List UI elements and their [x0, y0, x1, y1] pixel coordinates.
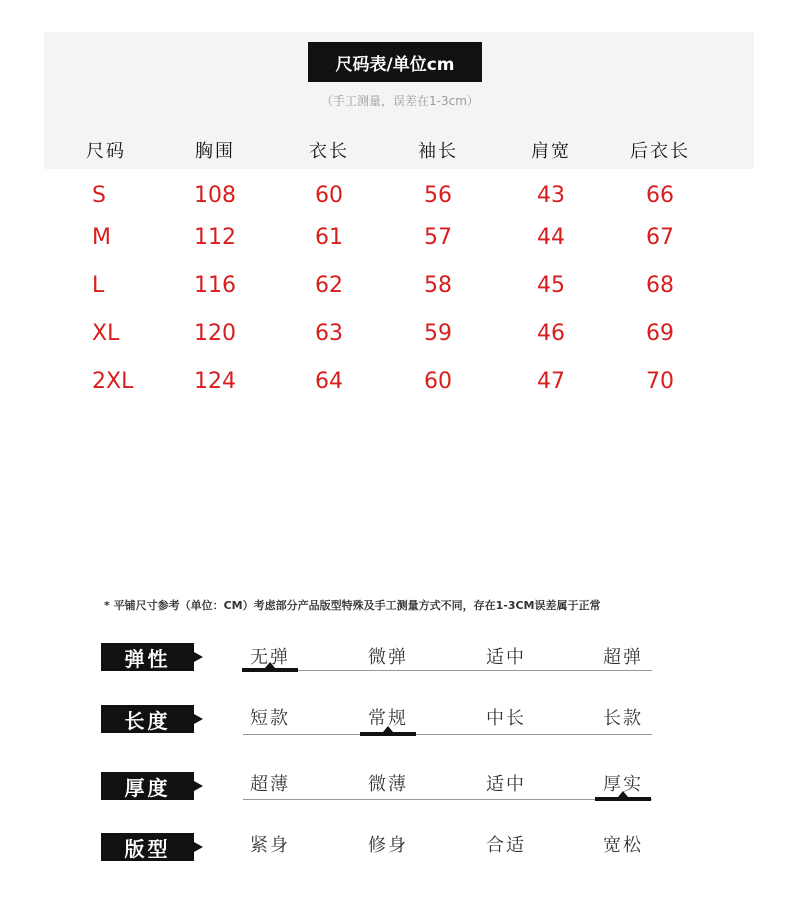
attribute-option: 紧身 [250, 835, 290, 856]
attribute-option: 微薄 [368, 774, 408, 795]
column-header: 胸围 [195, 141, 235, 162]
measurement-cell: 46 [537, 321, 565, 346]
measurement-cell: 70 [646, 369, 674, 394]
size-label-cell: L [92, 273, 105, 298]
attribute-option: 超弹 [603, 647, 643, 668]
measurement-cell: 116 [194, 273, 236, 298]
attribute-selected-marker [360, 732, 416, 736]
measurement-cell: 108 [194, 183, 236, 208]
attribute-option: 宽松 [603, 835, 643, 856]
attribute-scale-line [243, 734, 652, 735]
attribute-option: 短款 [250, 708, 290, 729]
attribute-selected-marker [595, 797, 651, 801]
measurement-cell: 58 [424, 273, 452, 298]
size-label-cell: M [92, 225, 111, 250]
attribute-label: 长度 [101, 705, 194, 733]
measurement-cell: 68 [646, 273, 674, 298]
measurement-cell: 61 [315, 225, 343, 250]
attribute-option: 超薄 [250, 774, 290, 795]
attribute-option: 微弹 [368, 647, 408, 668]
attribute-option: 适中 [486, 774, 526, 795]
measurement-cell: 45 [537, 273, 565, 298]
attribute-option: 厚实 [603, 774, 643, 795]
size-chart-subtitle: （手工测量，误差在1-3cm） [321, 94, 479, 108]
measurement-note: * 平铺尺寸参考（单位：CM）考虑部分产品版型特殊及手工测量方式不同，存在1-3CM误差属于正常 [104, 599, 601, 612]
attribute-option: 长款 [603, 708, 643, 729]
measurement-cell: 64 [315, 369, 343, 394]
column-header: 衣长 [309, 141, 349, 162]
attribute-label: 版型 [101, 833, 194, 861]
column-header: 尺码 [86, 141, 126, 162]
attribute-label: 弹性 [101, 643, 194, 671]
attribute-option: 合适 [486, 835, 526, 856]
column-header: 肩宽 [531, 141, 571, 162]
attribute-option: 中长 [486, 708, 526, 729]
measurement-cell: 47 [537, 369, 565, 394]
size-label-cell: XL [92, 321, 120, 346]
measurement-cell: 44 [537, 225, 565, 250]
measurement-cell: 62 [315, 273, 343, 298]
measurement-cell: 43 [537, 183, 565, 208]
attribute-option: 无弹 [250, 647, 290, 668]
size-chart-title: 尺码表/单位cm [308, 42, 482, 82]
column-header: 后衣长 [630, 141, 690, 162]
measurement-cell: 112 [194, 225, 236, 250]
attribute-scale-line [243, 799, 652, 800]
column-header: 袖长 [418, 141, 458, 162]
measurement-cell: 60 [315, 183, 343, 208]
attribute-option: 常规 [368, 708, 408, 729]
measurement-cell: 69 [646, 321, 674, 346]
measurement-cell: 124 [194, 369, 236, 394]
measurement-cell: 66 [646, 183, 674, 208]
attribute-scale-line [243, 670, 652, 671]
measurement-cell: 57 [424, 225, 452, 250]
measurement-cell: 59 [424, 321, 452, 346]
attribute-option: 适中 [486, 647, 526, 668]
measurement-cell: 67 [646, 225, 674, 250]
measurement-cell: 60 [424, 369, 452, 394]
measurement-cell: 56 [424, 183, 452, 208]
size-label-cell: 2XL [92, 369, 134, 394]
attribute-label: 厚度 [101, 772, 194, 800]
attribute-selected-marker [242, 668, 298, 672]
attribute-option: 修身 [368, 835, 408, 856]
size-label-cell: S [92, 183, 106, 208]
measurement-cell: 63 [315, 321, 343, 346]
measurement-cell: 120 [194, 321, 236, 346]
